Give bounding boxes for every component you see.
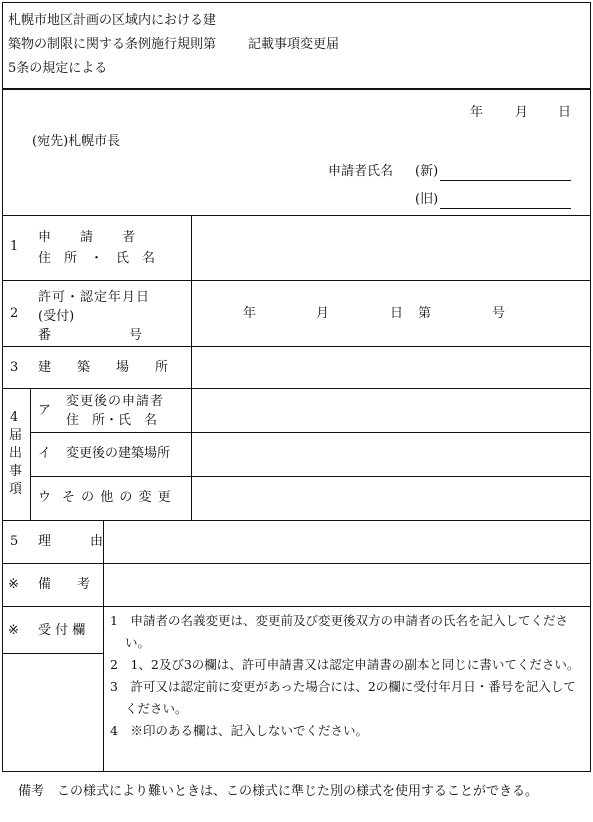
row3-number: 3 [10,360,19,375]
row2-month: 月 [316,306,330,321]
remarks-field [104,564,590,606]
biko-mark: ※ [8,577,19,592]
instruction-item: 3 許可又は認定前に変更があった場合には、2の欄に受付年月日・番号を記入してください。 [110,679,576,716]
row4a-label-line2: 住 所・氏 名 [66,413,158,428]
row1-label-line2: 住 所 ・ 氏 名 [38,251,156,266]
uketsuke-mark: ※ [8,623,19,638]
applicant-address-name-field[interactable] [192,216,590,280]
row4a-kana: ア [38,403,52,418]
applicant-new-name-field[interactable] [440,163,571,181]
instruction-item: 1 申請者の名義変更は、変更前及び変更後双方の申請者の氏名を記入してください。 [110,613,568,650]
instruction-item: 2 1、2及び3の欄は、許可申請書又は認定申請書の副本と同じに書いてください。 [110,657,580,672]
row2-year: 年 [243,306,257,321]
other-changes-field[interactable] [192,477,590,520]
building-site-field[interactable] [192,347,590,388]
row4u-kana: ウ [38,490,52,505]
applicant-old-name-field[interactable] [440,191,571,209]
applicant-old-label: (旧) [415,192,439,207]
row4u-label: そ の 他 の 変 更 [62,490,172,505]
row2-day: 日 [390,306,404,321]
applicant-label: 申請者氏名 [328,164,394,179]
row4i-kana: イ [38,446,52,461]
form-title-line1: 札幌市地区計画の区域内における建 [8,13,217,28]
rule [30,388,31,520]
row2-number: 2 [10,306,19,321]
form-title-line2: 築物の制限に関する条例施行規則第 [8,37,217,52]
reason-field[interactable] [104,521,590,563]
date-month-label: 月 [515,105,529,120]
row2-go: 号 [492,306,506,321]
row4a-label-line1: 変更後の申請者 [66,394,165,409]
instructions [110,610,588,742]
footer-note: 備考 この様式により難いときは、この様式に準じた別の様式を使用することができる。 [18,784,539,799]
row4-side-char4: 項 [9,482,23,497]
date-year-label: 年 [470,105,484,120]
row2-label-line1: 許可・認定年月日 [38,290,151,305]
instruction-item: 4 ※印のある欄は、記入しないでください。 [110,723,368,738]
row4-number: 4 [10,410,19,425]
reception-field [3,654,103,771]
biko-label: 備 考 [38,577,91,592]
addressee: (宛先)札幌市長 [32,134,121,149]
row2-label-line3: 番 号 [38,328,143,343]
row5-number: 5 [10,534,19,549]
row1-number: 1 [10,239,19,254]
date-day-label: 日 [558,105,572,120]
row4i-label: 変更後の建築場所 [66,446,171,461]
form-title-name: 記載事項変更届 [248,37,340,52]
applicant-new-label: (新) [415,164,439,179]
row1-label-line1: 申 請 者 [38,230,137,245]
row5-label: 理 由 [38,534,104,549]
row2-label-line2: (受付) [38,309,75,324]
row4-side-char2: 出 [9,446,23,461]
row4-side-char1: 届 [9,428,23,443]
new-building-site-field[interactable] [192,433,590,476]
rule [2,606,591,607]
new-applicant-field[interactable] [192,389,590,432]
row4-side-char3: 事 [9,464,23,479]
uketsuke-label: 受 付 欄 [38,623,86,638]
row2-dai: 第 [418,306,432,321]
row3-label: 建 築 場 所 [38,360,169,375]
form-title-line3: 5条の規定による [8,61,108,76]
